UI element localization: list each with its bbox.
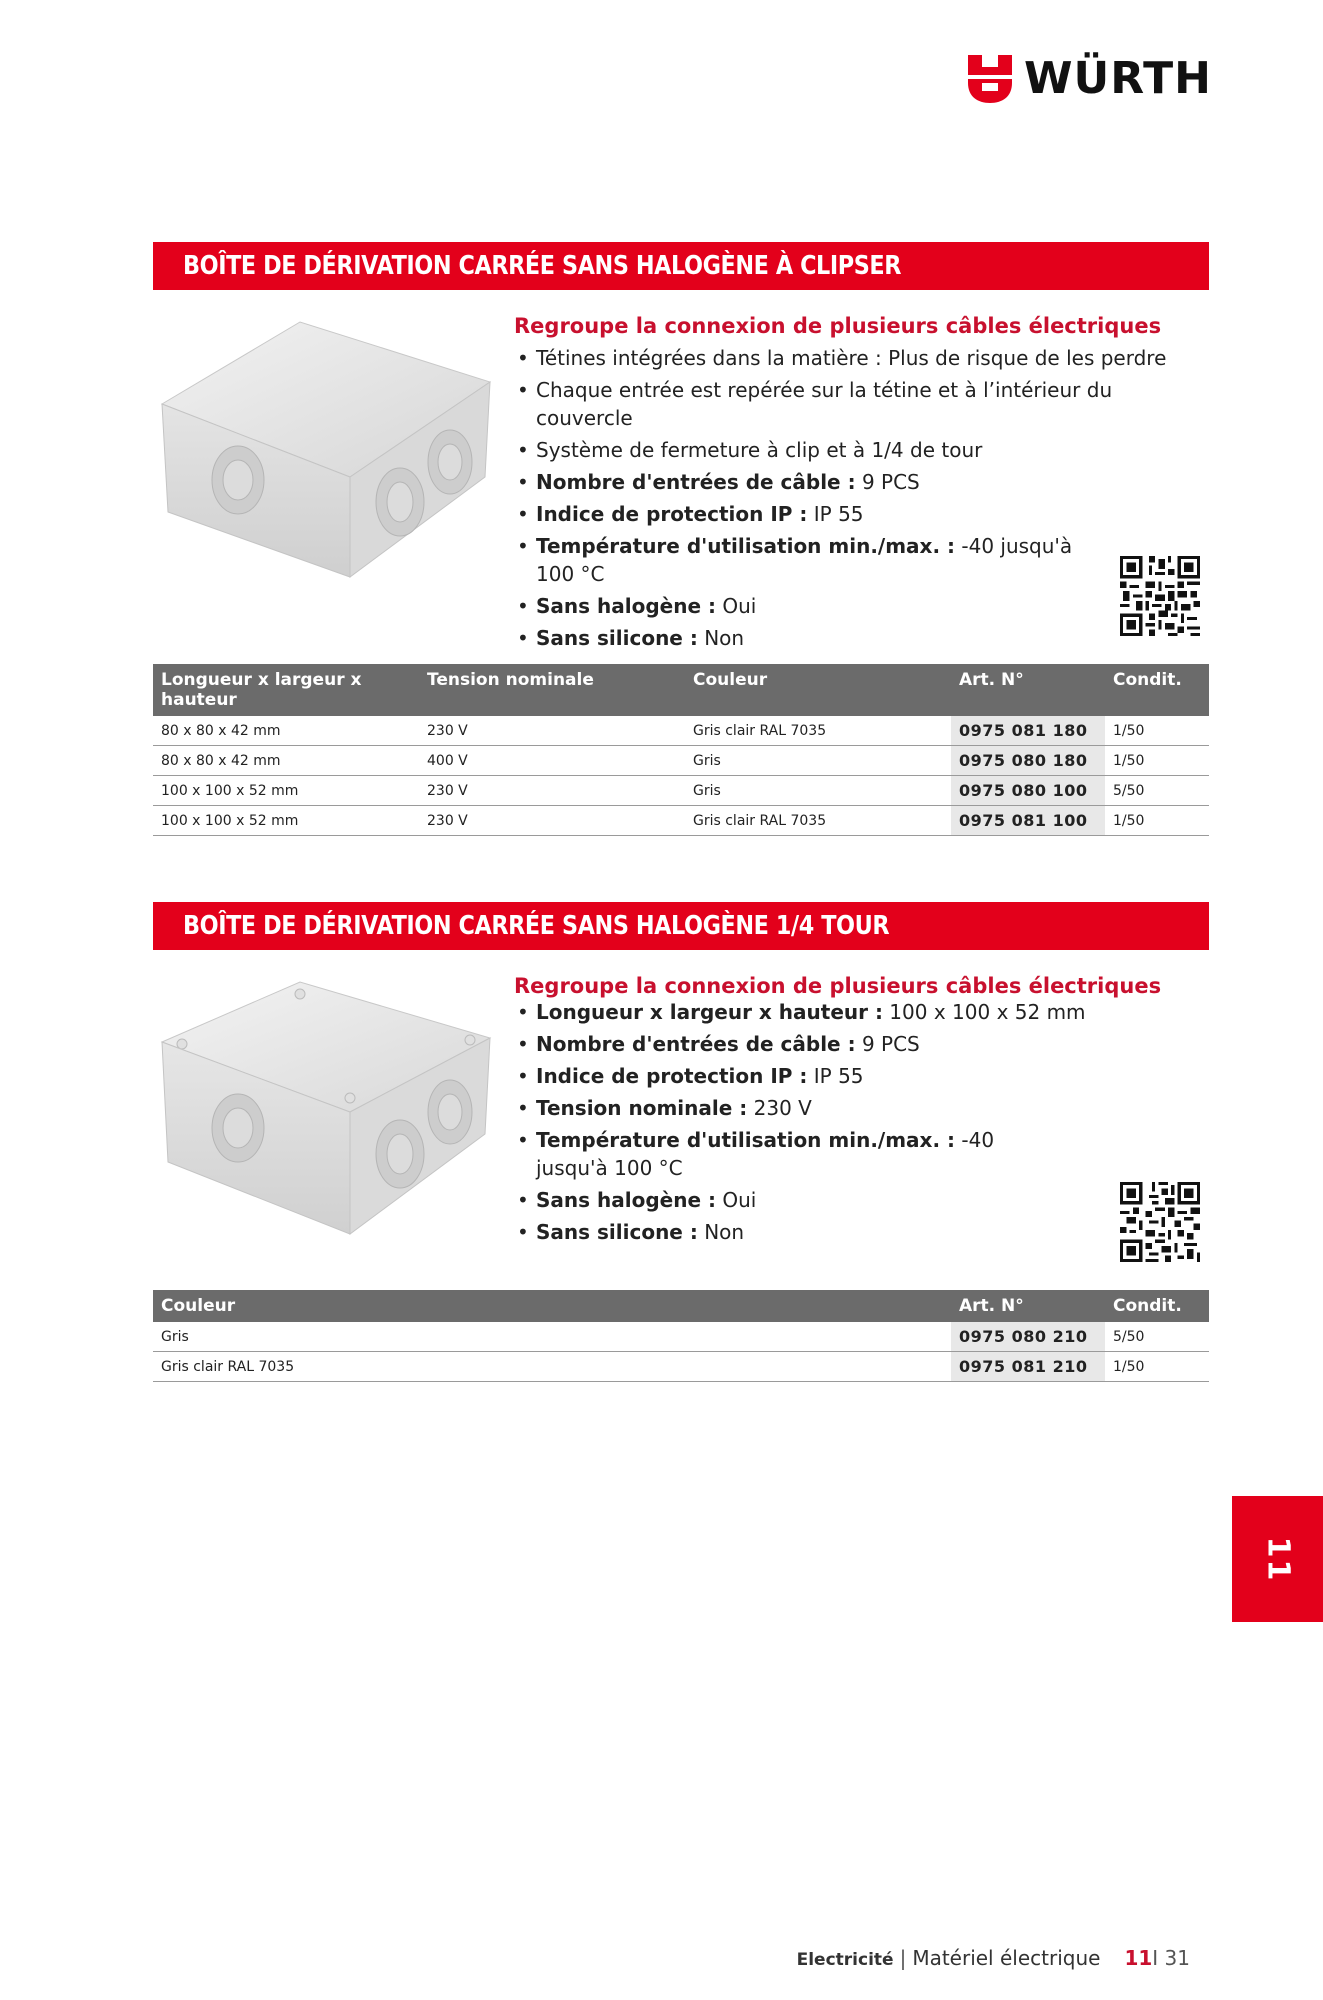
feature-value: Chaque entrée est repérée sur la tétine et à l’intérieur du couvercle [536,378,1113,430]
feature-value: IP 55 [807,1064,864,1088]
feature-item [514,1094,1194,1122]
feature-item [514,998,1194,1026]
feature-value: Non [697,1220,745,1244]
feature-item [514,532,1096,588]
section2-spec-table [153,1290,1209,1382]
feature-item [514,436,1194,464]
section1-qr-code-icon[interactable] [1120,556,1200,636]
feature-label: Longueur x largeur x hauteur : [536,1000,883,1024]
footer-category: Electricité [796,1950,894,1970]
column-header: Condit. [1105,1290,1209,1322]
feature-label: Nombre d'entrées de câble : [536,470,856,494]
voltage-cell: 230 V [419,806,685,836]
feature-label: Température d'utilisation min./max. : [536,1128,956,1152]
feature-value: Oui [715,1188,757,1212]
table-row [153,716,1209,746]
dimension-cell: 100 x 100 x 52 mm [153,806,419,836]
color-cell: Gris [153,1322,951,1352]
table-row [153,746,1209,776]
packaging-cell: 1/50 [1105,1352,1209,1382]
feature-item [514,1062,1194,1090]
color-cell: Gris clair RAL 7035 [153,1352,951,1382]
junction-box-quarter-turn-image [150,972,500,1242]
color-cell: Gris clair RAL 7035 [685,716,951,746]
feature-item [514,592,1194,620]
feature-value: Oui [715,594,757,618]
feature-label: Nombre d'entrées de câble : [536,1032,856,1056]
article-number-cell[interactable]: 0975 081 210 [951,1352,1105,1382]
dimension-cell: 100 x 100 x 52 mm [153,776,419,806]
section1-feature-list [514,344,1194,652]
feature-label: Tension nominale : [536,1096,748,1120]
packaging-cell: 5/50 [1105,1322,1209,1352]
footer-separator: | [899,1946,907,1970]
feature-item [514,1126,1016,1182]
wurth-logo [966,52,1212,106]
feature-item [514,1186,1194,1214]
column-header: Couleur [153,1290,951,1322]
column-header: Longueur x largeur x hauteur [153,664,419,716]
feature-value: Non [697,626,745,650]
table-row [153,806,1209,836]
column-header: Couleur [685,664,951,716]
feature-item [514,624,1194,652]
article-number-cell[interactable]: 0975 081 180 [951,716,1105,746]
feature-label: Sans silicone : [536,1220,698,1244]
section2-qr-code-icon[interactable] [1120,1182,1200,1262]
page-number: 11 [1124,1946,1153,1970]
feature-label: Sans silicone : [536,626,698,650]
page-total: I 31 [1152,1946,1190,1970]
dimension-cell: 80 x 80 x 42 mm [153,716,419,746]
feature-value: 9 PCS [855,1032,920,1056]
section2-title: BOÎTE DE DÉRIVATION CARRÉE SANS HALOGÈNE 1/4 TOUR [183,911,890,941]
packaging-cell: 1/50 [1105,716,1209,746]
junction-box-clip-image [150,312,500,582]
feature-label: Sans halogène : [536,1188,716,1212]
feature-value: -40 jusqu'à 100 °C [536,534,1073,586]
column-header: Art. N° [951,1290,1105,1322]
feature-item [514,500,1194,528]
feature-value: Tétines intégrées dans la matière : Plus de risque de les perdre [536,346,1167,370]
chapter-number: 11 [1260,1536,1295,1582]
section2-features [514,974,1194,1250]
feature-value: IP 55 [807,502,864,526]
article-number-cell[interactable]: 0975 081 100 [951,806,1105,836]
brand-name: WÜRTH [1024,53,1213,104]
table-row [153,776,1209,806]
chapter-tab[interactable] [1232,1496,1323,1622]
color-cell: Gris clair RAL 7035 [685,806,951,836]
section2-feature-list [514,998,1194,1246]
voltage-cell: 400 V [419,746,685,776]
feature-label: Indice de protection IP : [536,502,808,526]
column-header: Condit. [1105,664,1209,716]
article-number-cell[interactable]: 0975 080 210 [951,1322,1105,1352]
feature-value: 100 x 100 x 52 mm [882,1000,1086,1024]
section1-spec-table [153,664,1209,836]
feature-value: Système de fermeture à clip et à 1/4 de tour [536,438,983,462]
feature-label: Indice de protection IP : [536,1064,808,1088]
packaging-cell: 5/50 [1105,776,1209,806]
article-number-cell[interactable]: 0975 080 100 [951,776,1105,806]
feature-label: Sans halogène : [536,594,716,618]
column-header: Art. N° [951,664,1105,716]
feature-item [514,344,1194,372]
section1-title: BOÎTE DE DÉRIVATION CARRÉE SANS HALOGÈNE À CLIPSER [183,251,902,281]
feature-item [514,1030,1194,1058]
section1-features [514,314,1194,656]
section2-title-banner [153,902,1209,950]
feature-value: 9 PCS [855,470,920,494]
section2-feature-title: Regroupe la connexion de plusieurs câbles électriques [514,974,1162,998]
feature-item [514,376,1194,432]
feature-value: -40 jusqu'à 100 °C [536,1128,995,1180]
column-header: Tension nominale [419,664,685,716]
section1-feature-title: Regroupe la connexion de plusieurs câbles électriques [514,314,1162,338]
table-row [153,1352,1209,1382]
feature-item [514,1218,1194,1246]
feature-value: 230 V [747,1096,812,1120]
feature-item [514,468,1194,496]
wurth-logo-icon [966,53,1014,105]
table-row [153,1322,1209,1352]
dimension-cell: 80 x 80 x 42 mm [153,746,419,776]
color-cell: Gris [685,776,951,806]
article-number-cell[interactable]: 0975 080 180 [951,746,1105,776]
table-header-row [153,664,1209,716]
feature-label: Température d'utilisation min./max. : [536,534,956,558]
packaging-cell: 1/50 [1105,806,1209,836]
page-footer [700,1946,1190,1970]
packaging-cell: 1/50 [1105,746,1209,776]
table-header-row [153,1290,1209,1322]
voltage-cell: 230 V [419,776,685,806]
footer-subcategory: Matériel électrique [912,1946,1101,1970]
color-cell: Gris [685,746,951,776]
voltage-cell: 230 V [419,716,685,746]
section1-title-banner [153,242,1209,290]
